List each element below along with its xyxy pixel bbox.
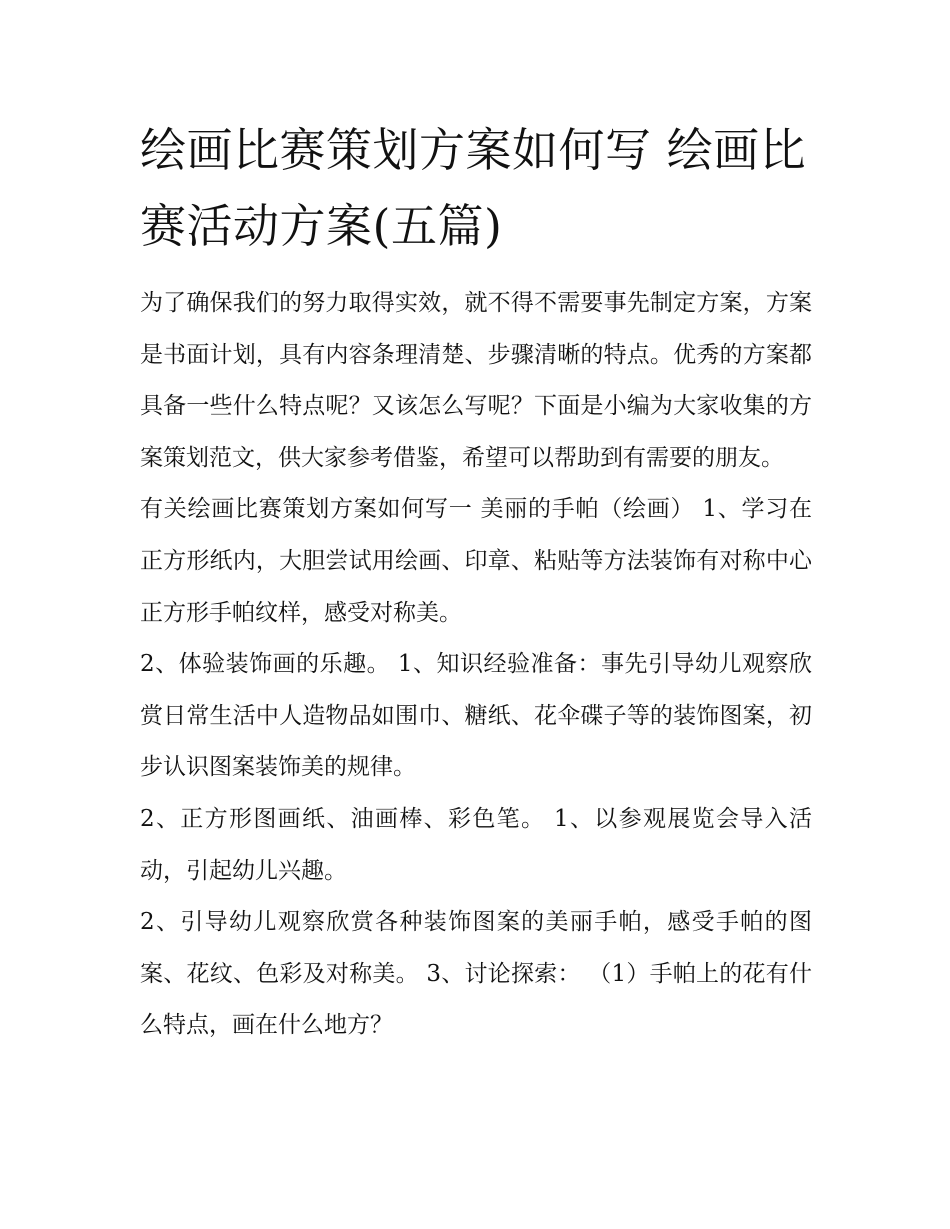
document-body [140, 278, 812, 1052]
paragraph-observation: 2、引导幼儿观察欣赏各种装饰图案的美丽手帕，感受手帕的图案、花纹、色彩及对称美。 3、讨论探索： （1）手帕上的花有什么特点，画在什么地方？ [140, 909, 812, 1039]
paragraph-intro: 为了确保我们的努力取得实效，就不得不需要事先制定方案，方案是书面计划，具有内容条理清楚、步骤清晰的特点。优秀的方案都具备一些什么特点呢？又该怎么写呢？下面是小编为大家收集的方案策划范文，供大家参考借鉴，希望可以帮助到有需要的朋友。 [140, 290, 812, 471]
document-page [140, 112, 812, 1052]
document-title: 绘画比赛策划方案如何写 绘画比赛活动方案(五篇) [140, 123, 807, 253]
paragraph-materials-process: 2、正方形图画纸、油画棒、彩色笔。 1、以参观展览会导入活动，引起幼儿兴趣。 [140, 805, 812, 884]
paragraph-goal-1: 有关绘画比赛策划方案如何写一 美丽的手帕（绘画） 1、学习在正方形纸内，大胆尝试用绘画、印章、粘贴等方法装饰有对称中心正方形手帕纹样，感受对称美。 [140, 496, 812, 626]
paragraph-goal-2-preparation: 2、体验装饰画的乐趣。 1、知识经验准备：事先引导幼儿观察欣赏日常生活中人造物品如围巾、糖纸、花伞碟子等的装饰图案，初步认识图案装饰美的规律。 [140, 651, 812, 781]
